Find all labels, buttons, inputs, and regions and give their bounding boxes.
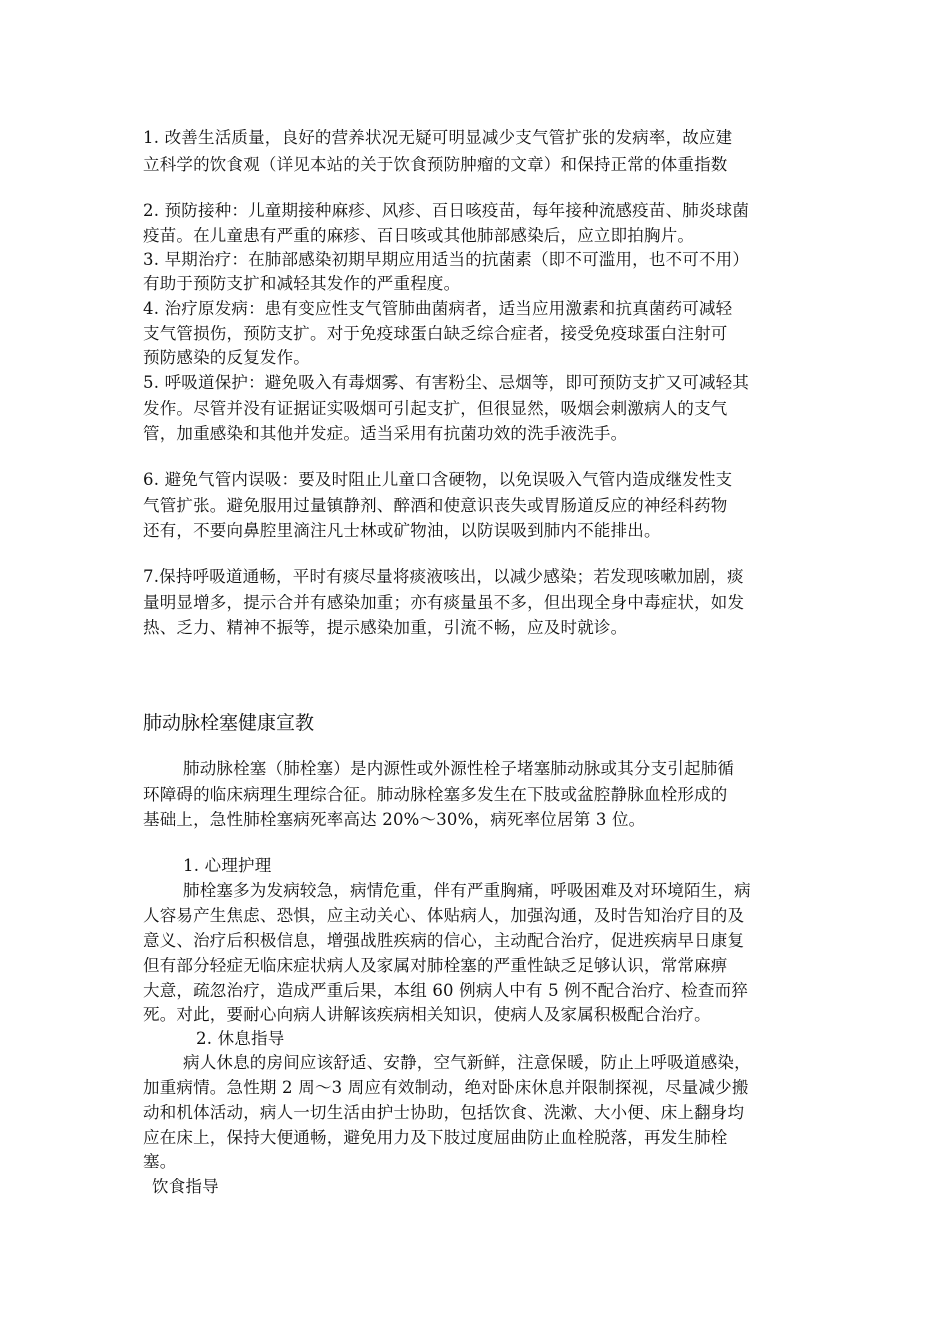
item5-line3: 管，加重感染和其他并发症。适当采用有抗菌功效的洗手液洗手。 — [143, 424, 628, 443]
rest-line5: 塞。 — [143, 1152, 177, 1171]
item4-line1: 4. 治疗原发病：患有变应性支气管肺曲菌病者，适当应用激素和抗真菌药可减轻 — [143, 299, 733, 318]
item5-line2: 发作。尽管并没有证据证实吸烟可引起支扩，但很显然，吸烟会刺激病人的支气 — [143, 399, 728, 418]
item7-line1: 7.保持呼吸道通畅，平时有痰尽量将痰液咳出，以减少感染；若发现咳嗽加剧，痰 — [143, 567, 744, 586]
item3-line1: 3. 早期治疗：在肺部感染初期早期应用适当的抗菌素（即不可滥用，也不可不用） — [143, 250, 750, 269]
intro-line1: 肺动脉栓塞（肺栓塞）是内源性或外源性栓子堵塞肺动脉或其分支引起肺循 — [183, 759, 735, 778]
psych-line1: 肺栓塞多为发病较急，病情危重，伴有严重胸痛，呼吸困难及对环境陌生，病 — [183, 881, 751, 900]
subheading-psych-care: 1. 心理护理 — [183, 856, 272, 875]
item4-line3: 预防感染的反复发作。 — [143, 348, 310, 367]
item6-line2: 气管扩张。避免服用过量镇静剂、醉酒和使意识丧失或胃肠道反应的神经科药物 — [143, 496, 728, 515]
section-title: 肺动脉栓塞健康宣教 — [143, 712, 315, 734]
item6-line1: 6. 避免气管内误吸：要及时阻止儿童口含硬物，以免误吸入气管内造成继发性支 — [143, 470, 733, 489]
intro-line2: 环障碍的临床病理生理综合征。肺动脉栓塞多发生在下肢或盆腔静脉血栓形成的 — [143, 785, 728, 804]
rest-line4: 应在床上，保持大便通畅，避免用力及下肢过度屈曲防止血栓脱落，再发生肺栓 — [143, 1128, 728, 1147]
item1-line2: 立科学的饮食观（详见本站的关于饮食预防肿瘤的文章）和保持正常的体重指数 — [143, 155, 728, 174]
intro-line3: 基础上，急性肺栓塞病死率高达 20%～30%，病死率位居第 3 位。 — [143, 810, 646, 829]
subheading-rest-guidance: 2. 休息指导 — [196, 1029, 285, 1048]
item2-line2: 疫苗。在儿童患有严重的麻疹、百日咳或其他肺部感染后，应立即拍胸片。 — [143, 226, 695, 245]
subheading-diet-guidance: 饮食指导 — [152, 1177, 219, 1196]
item1-line1: 1. 改善生活质量，良好的营养状况无疑可明显减少支气管扩张的发病率，故应建 — [143, 128, 733, 147]
psych-line5: 大意，疏忽治疗，造成严重后果，本组 60 例病人中有 5 例不配合治疗、检查而猝 — [143, 981, 748, 1000]
rest-line3: 动和机体活动，病人一切生活由护士协助，包括饮食、洗漱、大小便、床上翻身均 — [143, 1103, 745, 1122]
rest-line2: 加重病情。急性期 2 周～3 周应有效制动，绝对卧床休息并限制探视，尽量减少搬 — [143, 1078, 749, 1097]
item2-line1: 2. 预防接种：儿童期接种麻疹、风疹、百日咳疫苗，每年接种流感疫苗、肺炎球菌 — [143, 201, 750, 220]
psych-line2: 人容易产生焦虑、恐惧，应主动关心、体贴病人，加强沟通，及时告知治疗目的及 — [143, 906, 745, 925]
psych-line4: 但有部分轻症无临床症状病人及家属对肺栓塞的严重性缺乏足够认识，常常麻痹 — [143, 956, 728, 975]
psych-line3: 意义、治疗后积极信息，增强战胜疾病的信心，主动配合治疗，促进疾病早日康复 — [143, 931, 745, 950]
rest-line1: 病人休息的房间应该舒适、安静，空气新鲜，注意保暖，防止上呼吸道感染， — [183, 1053, 751, 1072]
item3-line2: 有助于预防支扩和减轻其发作的严重程度。 — [143, 274, 461, 293]
item6-line3: 还有，不要向鼻腔里滴注凡士林或矿物油，以防误吸到肺内不能排出。 — [143, 521, 661, 540]
item7-line2: 量明显增多，提示合并有感染加重；亦有痰量虽不多，但出现全身中毒症状，如发 — [143, 593, 745, 612]
psych-line6: 死。对此，要耐心向病人讲解该疾病相关知识，使病人及家属积极配合治疗。 — [143, 1005, 711, 1024]
item7-line3: 热、乏力、精神不振等，提示感染加重，引流不畅，应及时就诊。 — [143, 618, 628, 637]
item5-line1: 5. 呼吸道保护：避免吸入有毒烟雾、有害粉尘、忌烟等，即可预防支扩又可减轻其 — [143, 373, 750, 392]
item4-line2: 支气管损伤，预防支扩。对于免疫球蛋白缺乏综合症者，接受免疫球蛋白注射可 — [143, 324, 728, 343]
